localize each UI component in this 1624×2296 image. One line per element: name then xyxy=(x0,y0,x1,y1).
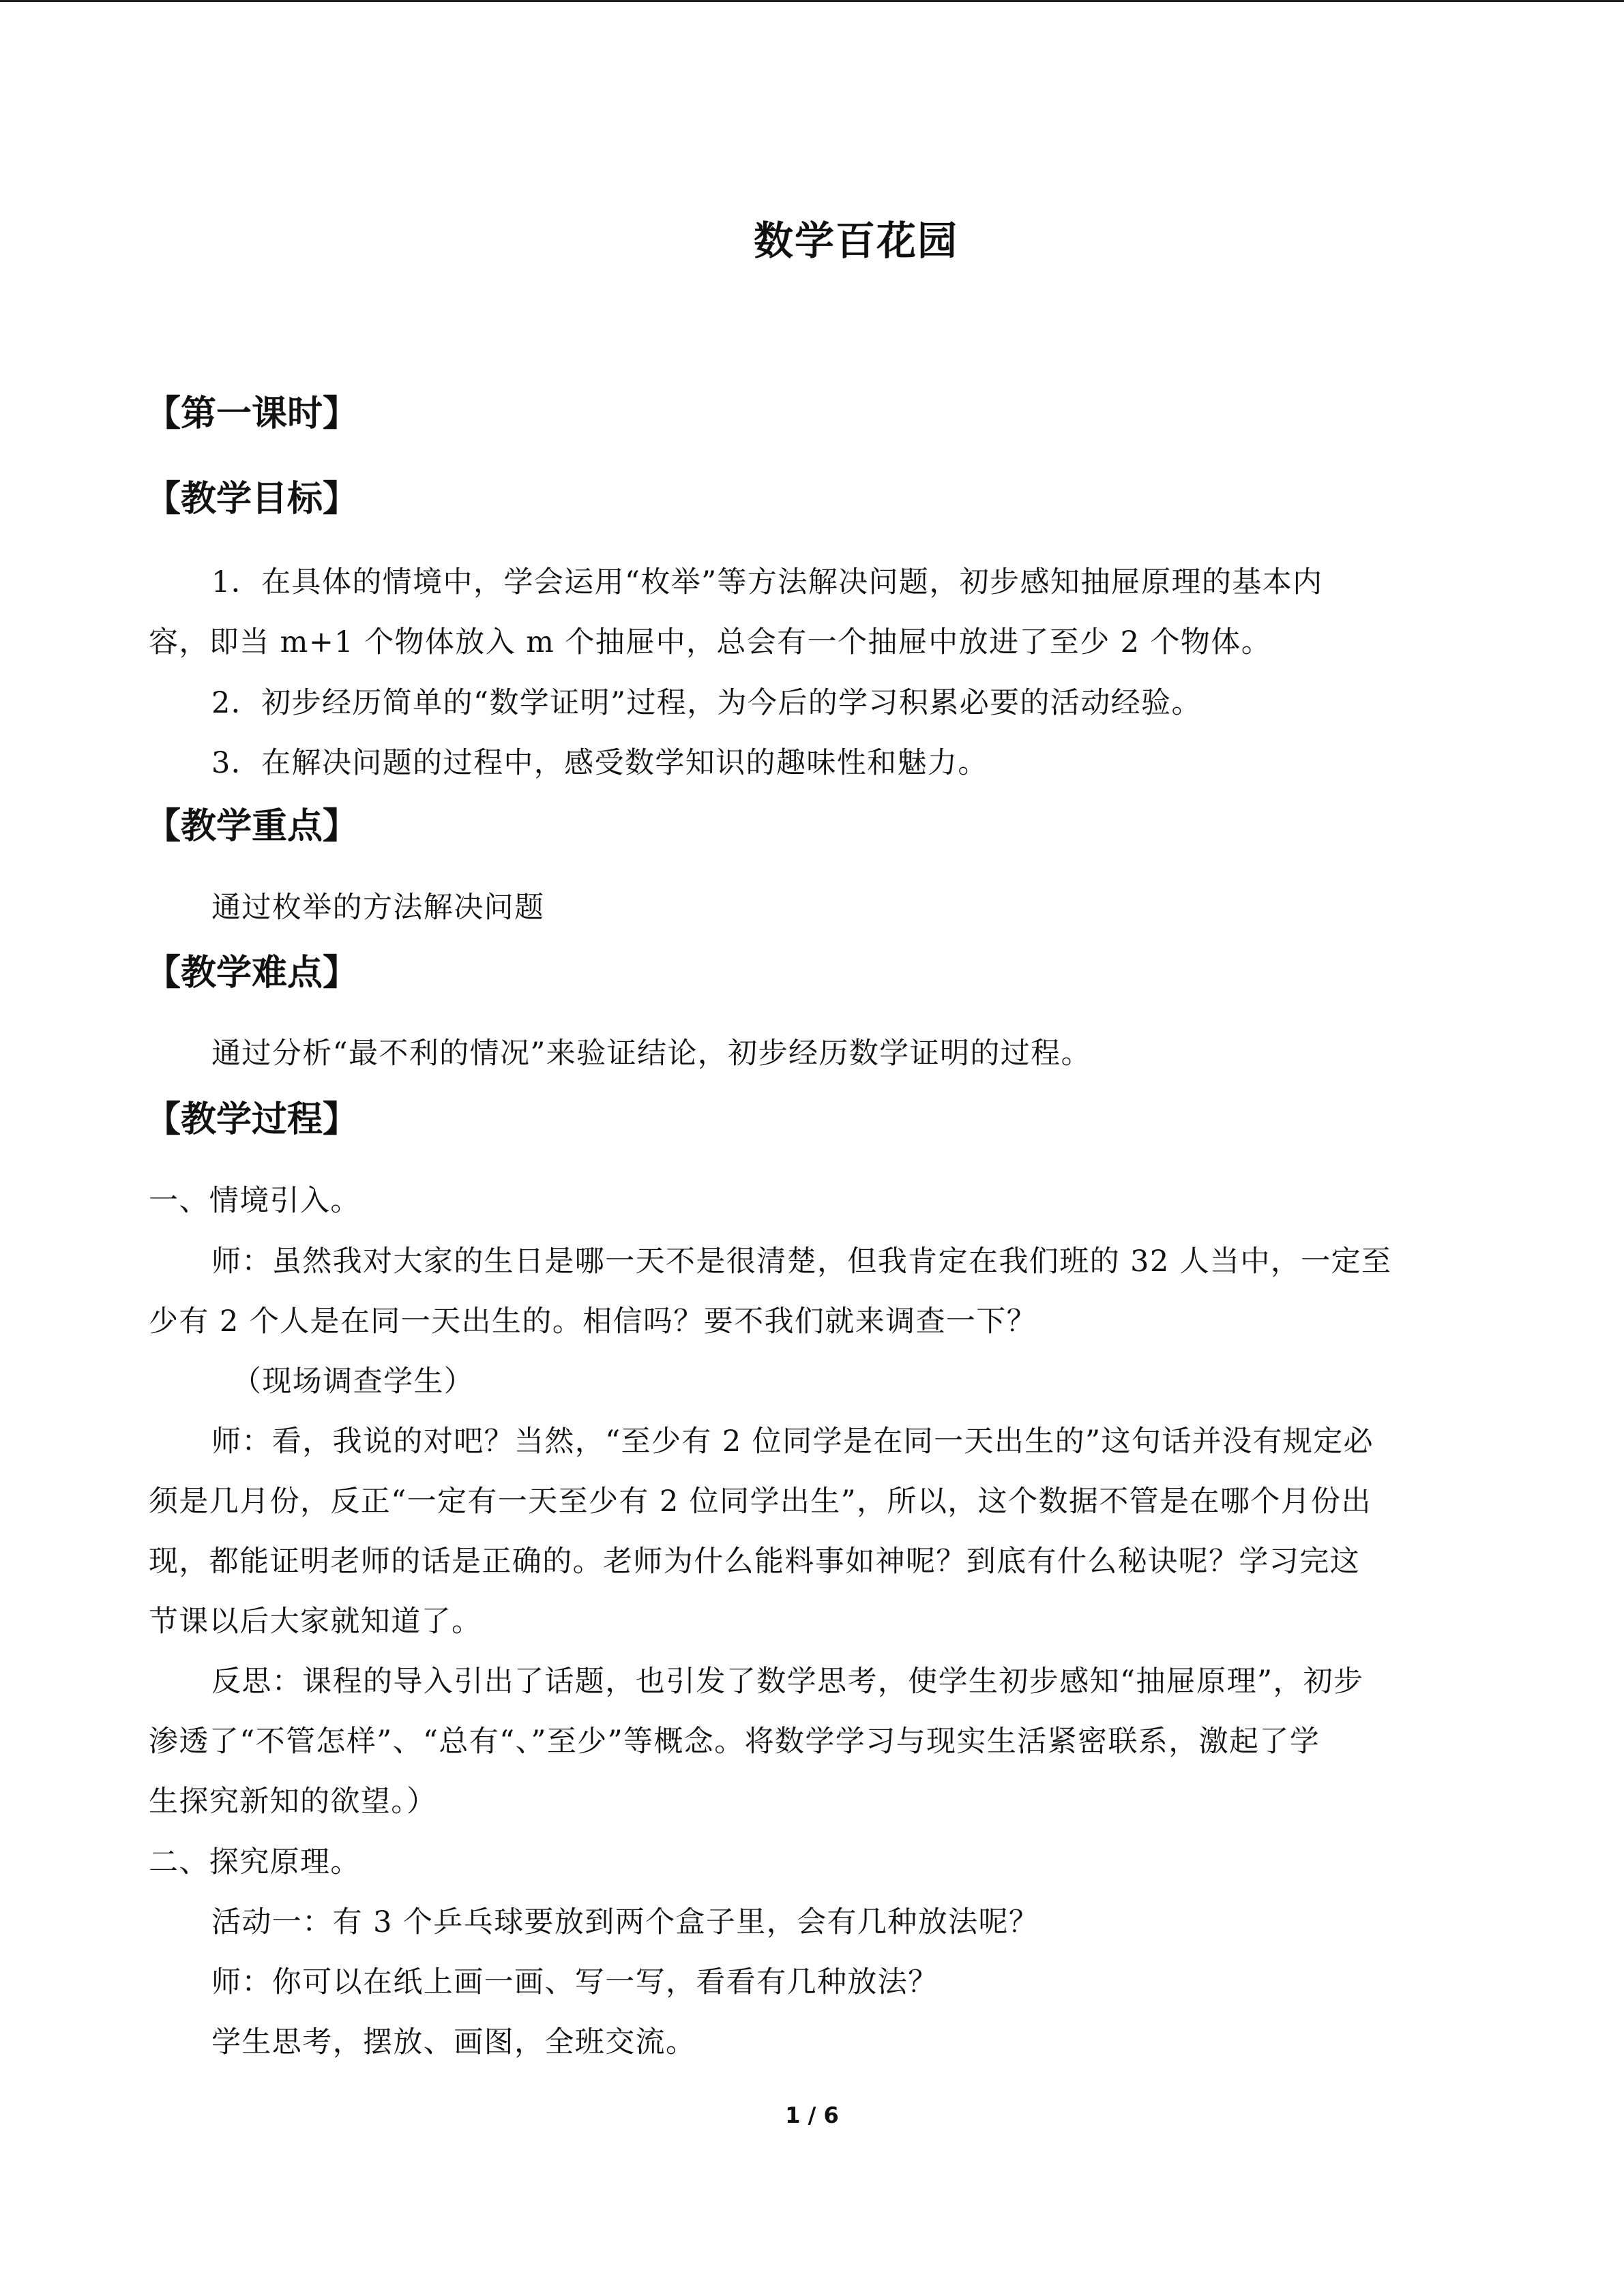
paragraph-4-line-2: 渗透了“不管怎样”、“总有“、”至少”等概念。将数学学习与现实生活紧密联系，激起了学 xyxy=(149,1725,1320,1759)
paragraph-3-line-1: 师：看，我说的对吧？当然，“至少有 2 位同学是在同一天出生的”这句话并没有规定必 xyxy=(211,1425,1374,1459)
top-border-line xyxy=(0,0,1624,2)
difficulty-text: 通过分析“最不利的情况”来验证结论，初步经历数学证明的过程。 xyxy=(211,1037,1091,1071)
heading-objectives: 【教学目标】 xyxy=(145,479,359,520)
paragraph-1-line-1: 师：虽然我对大家的生日是哪一天不是很清楚，但我肯定在我们班的 32 人当中，一定至 xyxy=(211,1244,1392,1279)
heading-key-points: 【教学重点】 xyxy=(145,806,359,847)
paragraph-5: 活动一：有 3 个乒乓球要放到两个盒子里，会有几种放法呢？ xyxy=(211,1905,1039,1939)
page-number: 1 / 6 xyxy=(785,2102,839,2128)
key-point-text: 通过枚举的方法解决问题 xyxy=(211,891,545,925)
heading-lesson: 【第一课时】 xyxy=(145,393,359,434)
process-part-2-title: 二、探究原理。 xyxy=(149,1845,361,1879)
objective-3: 3．在解决问题的过程中，感受数学知识的趣味性和魅力。 xyxy=(211,746,988,780)
objective-1-line-1: 1．在具体的情境中，学会运用“枚举”等方法解决问题，初步感知抽屉原理的基本内 xyxy=(211,565,1323,599)
objective-2: 2．初步经历简单的“数学证明”过程，为今后的学习积累必要的活动经验。 xyxy=(211,686,1202,720)
paragraph-4-line-3: 生探究新知的欲望。） xyxy=(149,1785,437,1819)
process-part-1-title: 一、情境引入。 xyxy=(149,1184,361,1218)
paragraph-3-line-2: 须是几月份，反正“一定有一天至少有 2 位同学出生”，所以，这个数据不管是在哪个月份出 xyxy=(149,1485,1372,1519)
heading-difficulties: 【教学难点】 xyxy=(145,953,359,994)
paragraph-1-line-2: 少有 2 个人是在同一天出生的。相信吗？要不我们就来调查一下？ xyxy=(149,1304,1037,1339)
objective-1-line-2: 容，即当 m+1 个物体放入 m 个抽屉中，总会有一个抽屉中放进了至少 2 个物体。 xyxy=(149,625,1272,659)
paragraph-6: 师：你可以在纸上画一画、写一写，看看有几种放法？ xyxy=(211,1965,939,1999)
paragraph-2: （现场调查学生） xyxy=(232,1365,475,1399)
paragraph-3-line-4: 节课以后大家就知道了。 xyxy=(149,1605,482,1639)
paragraph-7: 学生思考，摆放、画图，全班交流。 xyxy=(211,2025,696,2059)
paragraph-4-line-1: 反思：课程的导入引出了话题，也引发了数学思考，使学生初步感知“抽屉原理”，初步 xyxy=(211,1665,1364,1699)
page-title: 数学百花园 xyxy=(753,218,958,264)
paragraph-3-line-3: 现，都能证明老师的话是正确的。老师为什么能料事如神呢？到底有什么秘诀呢？学习完这 xyxy=(149,1545,1360,1579)
heading-process: 【教学过程】 xyxy=(145,1099,359,1140)
